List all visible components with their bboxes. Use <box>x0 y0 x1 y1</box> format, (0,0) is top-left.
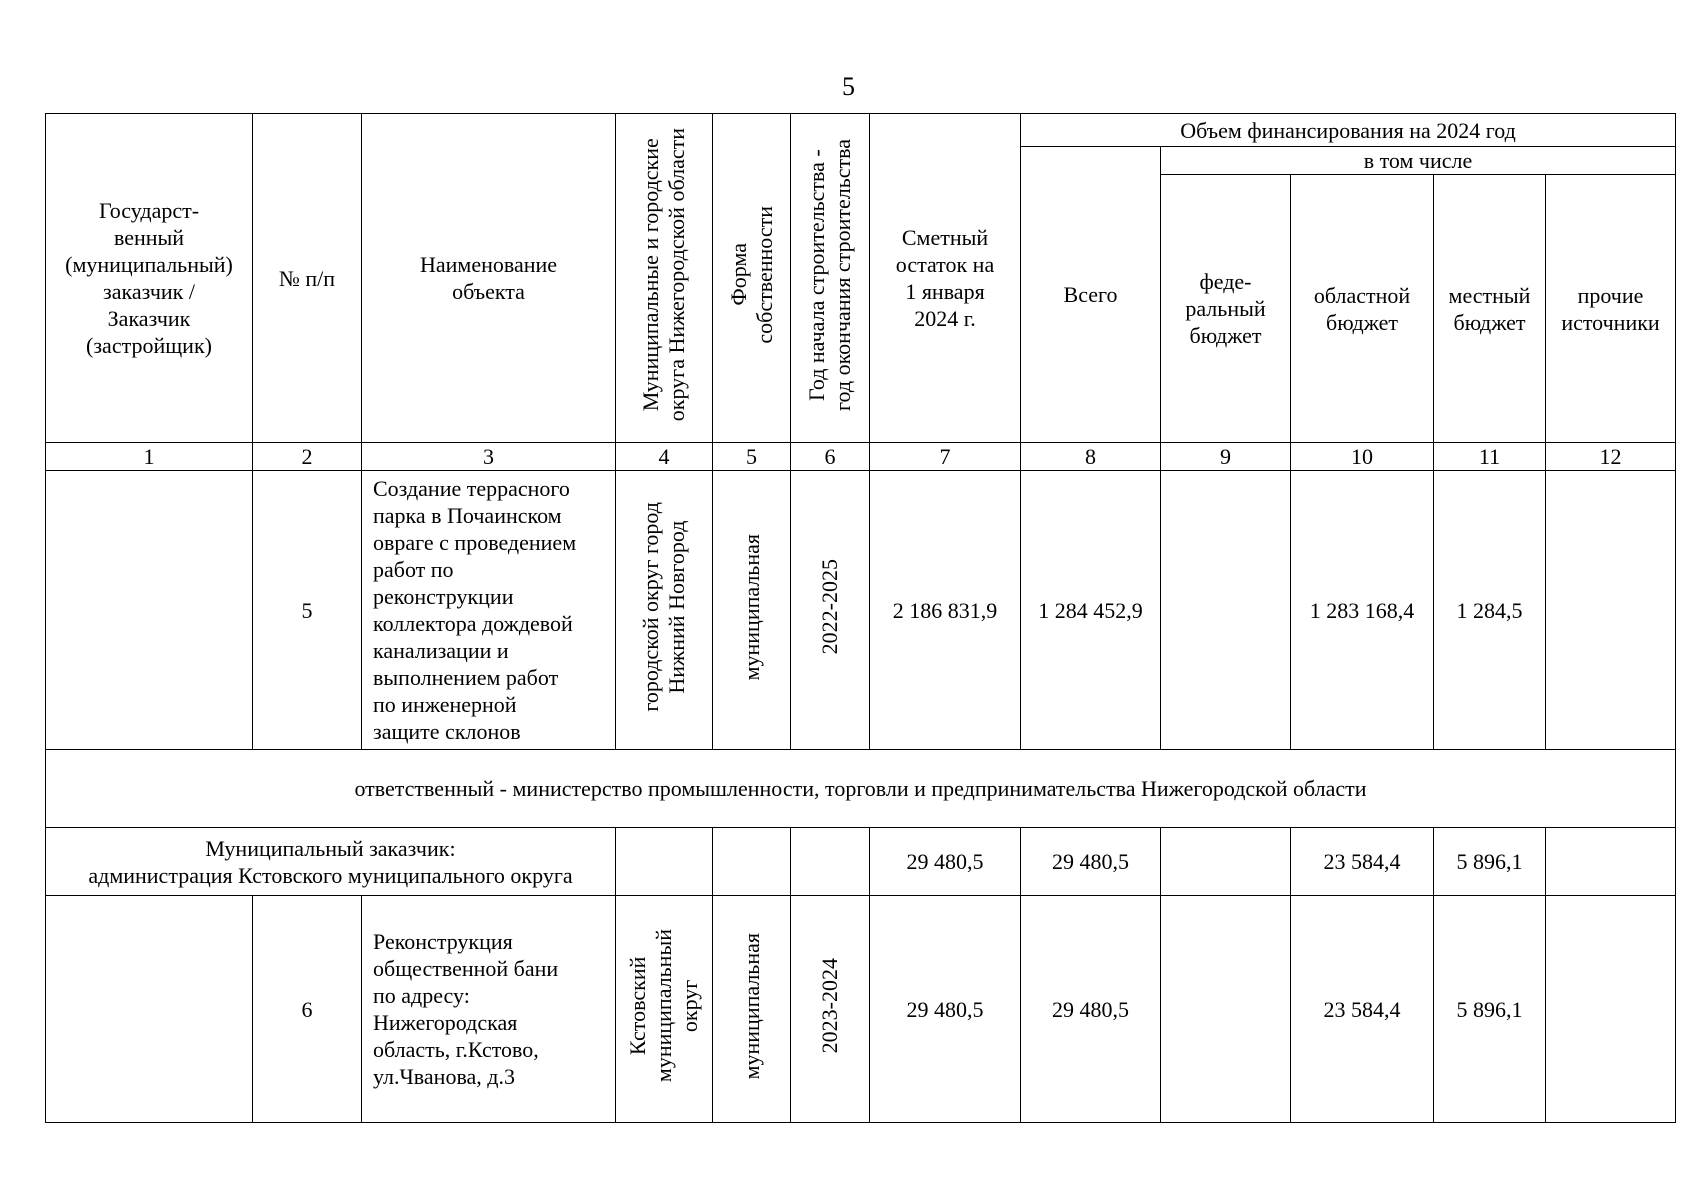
header-other: прочие источники <box>1546 175 1676 443</box>
federal-cell <box>1161 471 1291 750</box>
years-cell: 2023-2024 <box>791 896 870 1123</box>
header-total: Всего <box>1021 147 1161 443</box>
object-name: Создание террасного парка в Почаинском овраге с проведением работ по реконструкции коллектора дождевой канализации и выполнением работ по инженерной защите склонов <box>362 471 616 750</box>
customer-cell <box>46 471 253 750</box>
municipality-cell <box>616 828 713 896</box>
column-number: 10 <box>1291 443 1434 471</box>
ownership-cell <box>713 828 791 896</box>
row-number: 5 <box>253 471 362 750</box>
other-cell <box>1546 471 1676 750</box>
header-funding-group: Объем финансирования на 2024 год <box>1021 114 1676 147</box>
column-number: 9 <box>1161 443 1291 471</box>
header-ownership: Форма собственности <box>713 114 791 443</box>
column-number: 11 <box>1434 443 1546 471</box>
header-num: № п/п <box>253 114 362 443</box>
ownership-cell: муниципальная <box>713 896 791 1123</box>
row-number: 6 <box>253 896 362 1123</box>
regional-cell: 23 584,4 <box>1291 828 1434 896</box>
regional-cell: 1 283 168,4 <box>1291 471 1434 750</box>
header-local: местный бюджет <box>1434 175 1546 443</box>
federal-cell <box>1161 828 1291 896</box>
responsible-text: ответственный - министерство промышленности, торговли и предпринимательства Нижегородской области <box>46 750 1676 828</box>
table-row <box>46 471 1676 750</box>
header-regional: областной бюджет <box>1291 175 1434 443</box>
estimate-cell: 29 480,5 <box>870 896 1021 1123</box>
column-numbers-row <box>46 443 1676 471</box>
customer-row <box>46 828 1676 896</box>
page-number: 5 <box>842 72 855 101</box>
column-number: 3 <box>362 443 616 471</box>
customer-cell <box>46 896 253 1123</box>
estimate-cell: 2 186 831,9 <box>870 471 1021 750</box>
column-number: 8 <box>1021 443 1161 471</box>
estimate-cell: 29 480,5 <box>870 828 1021 896</box>
other-cell <box>1546 828 1676 896</box>
column-number: 12 <box>1546 443 1676 471</box>
header-municipality: Муниципальные и городские округа Нижегородской области <box>616 114 713 443</box>
column-number: 4 <box>616 443 713 471</box>
column-number: 2 <box>253 443 362 471</box>
header-federal: феде- ральный бюджет <box>1161 175 1291 443</box>
responsible-row <box>46 750 1676 828</box>
years-cell: 2022-2025 <box>791 471 870 750</box>
header-name: Наименование объекта <box>362 114 616 443</box>
years-cell <box>791 828 870 896</box>
municipality-cell: городской округ город Нижний Новгород <box>616 471 713 750</box>
header-customer: Государст- венный (муниципальный) заказчик / Заказчик (застройщик) <box>46 114 253 443</box>
total-cell: 29 480,5 <box>1021 896 1161 1123</box>
column-number: 1 <box>46 443 253 471</box>
column-number: 7 <box>870 443 1021 471</box>
header-estimate: Сметный остаток на 1 января 2024 г. <box>870 114 1021 443</box>
header-years: Год начала строительства - год окончания строительства <box>791 114 870 443</box>
regional-cell: 23 584,4 <box>1291 896 1434 1123</box>
ownership-cell: муниципальная <box>713 471 791 750</box>
local-cell: 5 896,1 <box>1434 896 1546 1123</box>
total-cell: 29 480,5 <box>1021 828 1161 896</box>
local-cell: 1 284,5 <box>1434 471 1546 750</box>
total-cell: 1 284 452,9 <box>1021 471 1161 750</box>
other-cell <box>1546 896 1676 1123</box>
object-name: Реконструкция общественной бани по адресу: Нижегородская область, г.Кстово, ул.Чванова, д.3 <box>362 896 616 1123</box>
header-including: в том числе <box>1161 147 1676 175</box>
column-number: 5 <box>713 443 791 471</box>
municipality-cell: Кстовский муниципальный округ <box>616 896 713 1123</box>
financing-table <box>45 113 1676 1123</box>
table-row <box>46 896 1676 1123</box>
column-number: 6 <box>791 443 870 471</box>
customer-label: Муниципальный заказчик: администрация Кстовского муниципального округа <box>46 828 616 896</box>
local-cell: 5 896,1 <box>1434 828 1546 896</box>
federal-cell <box>1161 896 1291 1123</box>
